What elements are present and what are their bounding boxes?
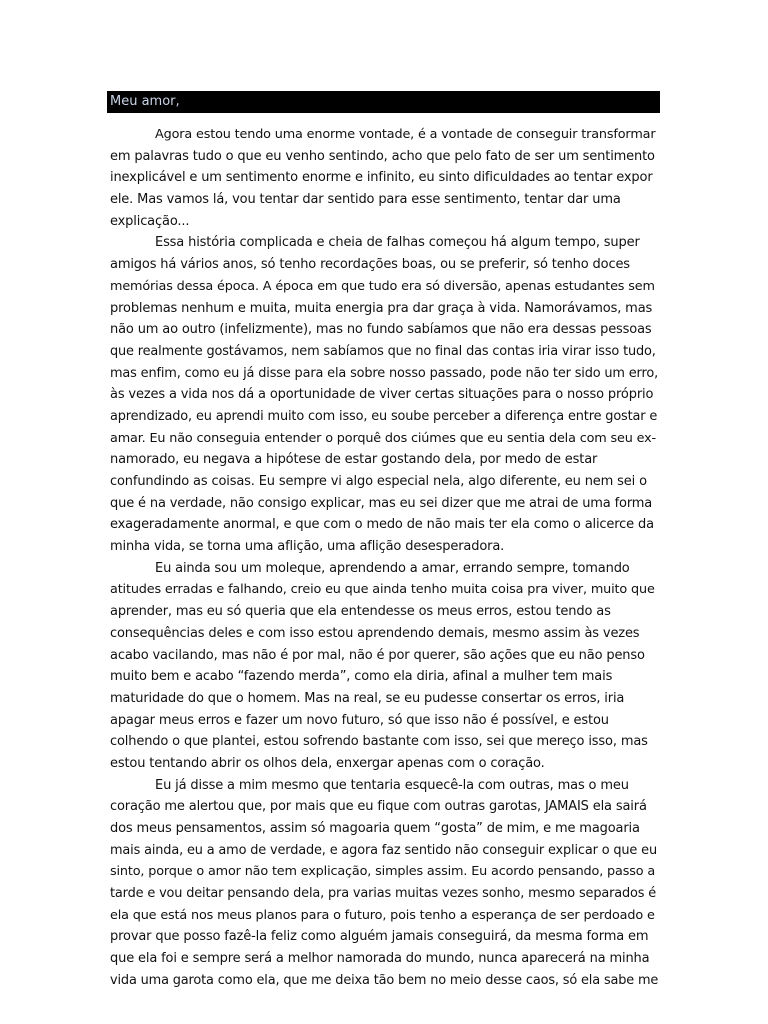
text-line: confundindo as coisas. Eu sempre vi algo especial nela, algo diferente, eu nem sei o [110, 474, 647, 489]
text-line: explicação... [110, 213, 190, 229]
salutation-text: Meu amor, [110, 94, 180, 109]
text-line: exageradamente anormal, e que com o medo de não mais ter ela como o alicerce da [110, 517, 654, 533]
text-line: colhendo o que plantei, estou sofrendo bastante com isso, sei que mereço isso, mas [110, 734, 648, 750]
text-line: atitudes erradas e falhando, creio eu que ainda tenho muita coisa pra viver, muito que [110, 582, 655, 598]
text-line: estou tentando abrir os olhos dela, enxergar apenas com o coração. [110, 755, 545, 771]
paragraph-first-line: Eu já disse a mim mesmo que tentaria esquecê-la com outras, mas o meu [155, 777, 629, 793]
salutation-bar [107, 91, 660, 113]
text-line: não um ao outro (infelizmente), mas no fundo sabíamos que não era dessas pessoas [110, 322, 652, 338]
text-line: amigos há vários anos, só tenho recordações boas, ou se preferir, só tenho doces [110, 257, 630, 273]
text-line: consequências deles e com isso estou aprendendo demais, mesmo assim às vezes [110, 625, 640, 641]
text-line: que é na verdade, não consigo explicar, mas eu sei dizer que me atrai de uma forma [110, 495, 653, 511]
text-line: apagar meus erros e fazer um novo futuro, só que isso não é possível, e estou [110, 712, 609, 728]
text-line: namorado, eu negava a hipótese de estar gostando dela, por medo de estar [110, 452, 598, 468]
text-line: que realmente gostávamos, nem sabíamos que no final das contas iria virar isso tudo, [110, 343, 656, 359]
paragraph-first-line: Essa história complicada e cheia de falhas começou há algum tempo, super [155, 235, 640, 251]
text-line: dos meus pensamentos, assim só magoaria quem “gosta” de mim, e me magoaria [110, 821, 640, 836]
text-line: que ela foi e sempre será a melhor namorada do mundo, nunca aparecerá na minha [110, 951, 650, 967]
paragraph-first-line: Agora estou tendo uma enorme vontade, é a vontade de conseguir transformar [155, 127, 656, 142]
text-line: ele. Mas vamos lá, vou tentar dar sentido para esse sentimento, tentar dar uma [110, 192, 621, 208]
text-line: aprendizado, eu aprendi muito com isso, eu soube perceber a diferença entre gostar e [110, 408, 658, 424]
text-line: inexplicável e um sentimento enorme e infinito, eu sinto dificuldades ao tentar expor [110, 170, 653, 186]
text-line: vida uma garota como ela, que me deixa tão bem no meio desse caos, só ela sabe me [110, 972, 659, 988]
text-line: mas enfim, como eu já disse para ela sobre nosso passado, pode não ter sido um erro, [110, 365, 659, 381]
letter-body [110, 124, 658, 992]
text-line: amar. Eu não conseguia entender o porquê dos ciúmes que eu sentia dela com seu ex- [110, 430, 657, 446]
text-line: às vezes a vida nos dá a oportunidade de viver certas situações para o nosso próprio [110, 387, 654, 403]
text-line: provar que posso fazê-la feliz como alguém jamais conseguirá, da mesma forma em [110, 929, 649, 945]
text-line: aprender, mas eu só queria que ela entendesse os meus erros, estou tendo as [110, 604, 611, 620]
text-line: em palavras tudo o que eu venho sentindo, acho que pelo fato de ser um sentimento [110, 148, 655, 164]
text-line: tarde e vou deitar pensando dela, pra varias muitas vezes sonho, mesmo separados é [110, 886, 657, 902]
text-line: coração me alertou que, por mais que eu fique com outras garotas, JAMAIS ela sairá [110, 799, 647, 815]
text-line: problemas nenhum e muita, muita energia pra dar graça à vida. Namorávamos, mas [110, 300, 653, 316]
text-line: mais ainda, eu a amo de verdade, e agora faz sentido não conseguir explicar o que eu [110, 842, 657, 858]
text-line: acabo vacilando, mas não é por mal, não é por querer, são ações que eu não penso [110, 647, 645, 663]
text-line: sinto, porque o amor não tem explicação, simples assim. Eu acordo pensando, passo a [110, 864, 656, 880]
text-line: ela que está nos meus planos para o futuro, pois tenho a esperança de ser perdoado e [110, 907, 655, 923]
text-line: muito bem e acabo “fazendo merda”, como ela diria, afinal a mulher tem mais [110, 669, 613, 685]
text-line: minha vida, se torna uma aflição, uma aflição desesperadora. [110, 539, 505, 555]
text-line: memórias dessa época. A época em que tudo era só diversão, apenas estudantes sem [110, 278, 655, 294]
paragraph-first-line: Eu ainda sou um moleque, aprendendo a amar, errando sempre, tomando [155, 560, 630, 576]
text-line: maturidade do que o homem. Mas na real, se eu pudesse consertar os erros, iria [110, 690, 625, 706]
